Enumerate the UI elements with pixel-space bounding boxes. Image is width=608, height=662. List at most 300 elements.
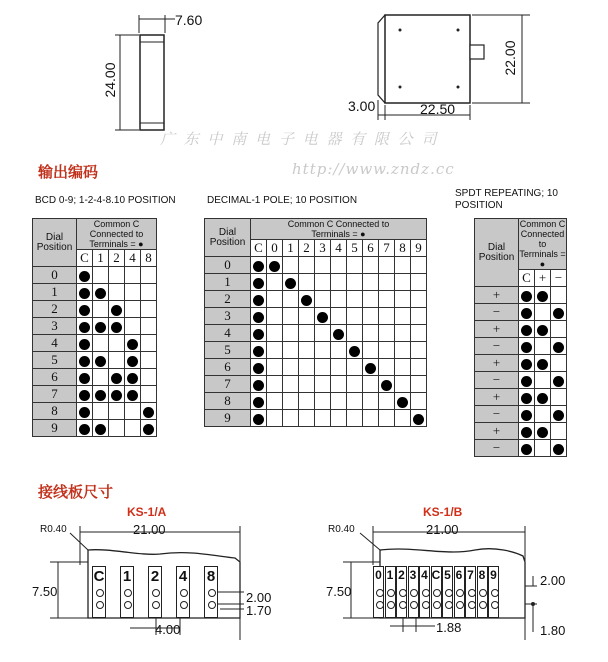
connection-cell xyxy=(141,335,157,352)
spdt-caption: SPDT REPEATING; 10 POSITION xyxy=(455,188,558,211)
terminal-pad xyxy=(148,566,162,618)
connection-cell xyxy=(109,420,125,437)
dial-position-label: 8 xyxy=(205,393,251,410)
column-label: 7 xyxy=(379,240,395,257)
dial-position-header: Dial Position xyxy=(33,219,77,267)
connection-cell xyxy=(93,369,109,386)
table-row xyxy=(33,420,157,437)
connection-cell xyxy=(347,274,363,291)
column-label: 8 xyxy=(141,250,157,267)
connection-dot-icon xyxy=(79,424,90,435)
connection-dot-icon xyxy=(521,359,532,370)
connection-cell xyxy=(347,291,363,308)
dial-position-header: Dial Position xyxy=(205,219,251,257)
terminal-label: 6 xyxy=(455,568,463,582)
connection-cell xyxy=(551,423,567,440)
connection-cell xyxy=(519,304,535,321)
connection-dot-icon xyxy=(111,373,122,384)
connection-dot-icon xyxy=(95,424,106,435)
connection-cell xyxy=(125,403,141,420)
connection-dot-icon xyxy=(111,305,122,316)
connection-cell xyxy=(411,393,427,410)
terminal-label: 2 xyxy=(150,568,160,585)
connection-cell xyxy=(267,342,283,359)
connection-cell xyxy=(299,257,315,274)
connection-cell xyxy=(109,369,125,386)
connection-cell xyxy=(267,257,283,274)
connection-dot-icon xyxy=(365,363,376,374)
table-row xyxy=(475,372,567,389)
terminal-pad xyxy=(204,566,218,618)
connection-cell xyxy=(347,342,363,359)
connection-cell xyxy=(411,325,427,342)
terminal-hole-icon xyxy=(208,589,216,597)
connection-cell xyxy=(379,410,395,427)
ks1a-dim-b: 1.70 xyxy=(246,603,272,618)
common-c-header: Common C Connected to Terminals = ● xyxy=(251,219,427,240)
ks1a-radius: R0.40 xyxy=(40,524,67,535)
connection-cell xyxy=(141,386,157,403)
connection-cell xyxy=(395,257,411,274)
decimal-grid xyxy=(204,218,427,427)
connection-dot-icon xyxy=(333,329,344,340)
column-label: 3 xyxy=(315,240,331,257)
connection-cell xyxy=(315,308,331,325)
connection-cell xyxy=(411,359,427,376)
connection-cell xyxy=(395,308,411,325)
dial-position-label: 6 xyxy=(205,359,251,376)
connection-dot-icon xyxy=(253,295,264,306)
terminal-hole-icon xyxy=(399,601,407,609)
terminal-pad xyxy=(373,566,384,618)
table-row xyxy=(205,376,427,393)
dial-position-label: 6 xyxy=(33,369,77,386)
connection-dot-icon xyxy=(253,346,264,357)
terminal-label: C xyxy=(93,568,105,585)
connection-cell xyxy=(363,274,379,291)
connection-cell xyxy=(283,308,299,325)
connection-cell xyxy=(535,321,551,338)
terminal-pad xyxy=(465,566,476,618)
column-label: 2 xyxy=(299,240,315,257)
table-row xyxy=(475,423,567,440)
table-row xyxy=(33,352,157,369)
connection-cell xyxy=(93,318,109,335)
connection-cell xyxy=(519,321,535,338)
terminal-hole-icon xyxy=(387,589,395,597)
connection-cell xyxy=(251,274,267,291)
column-label: 2 xyxy=(109,250,125,267)
connection-cell xyxy=(267,325,283,342)
ks1b-dim-b: 1.80 xyxy=(540,623,566,638)
connection-cell xyxy=(551,355,567,372)
connection-dot-icon xyxy=(553,444,564,455)
connection-cell xyxy=(251,291,267,308)
bcd-caption: BCD 0-9; 1-2-4-8.10 POSITION xyxy=(35,195,176,206)
ks1b-pitch: 1.88 xyxy=(436,620,462,635)
connection-cell xyxy=(331,359,347,376)
connection-dot-icon xyxy=(253,414,264,425)
connection-dot-icon xyxy=(521,376,532,387)
terminal-label: 9 xyxy=(490,568,497,582)
connection-cell xyxy=(77,284,93,301)
decimal-table xyxy=(204,218,427,427)
connection-cell xyxy=(347,325,363,342)
connection-cell xyxy=(551,389,567,406)
connection-cell xyxy=(411,291,427,308)
decimal-caption: DECIMAL-1 POLE; 10 POSITION xyxy=(207,195,358,206)
connection-cell xyxy=(283,376,299,393)
connection-cell xyxy=(267,359,283,376)
connection-dot-icon xyxy=(397,397,408,408)
column-label: 4 xyxy=(125,250,141,267)
dial-position-label: + xyxy=(475,355,519,372)
table-row xyxy=(205,308,427,325)
connection-cell xyxy=(363,342,379,359)
connection-cell xyxy=(315,359,331,376)
connection-cell xyxy=(109,335,125,352)
connection-cell xyxy=(347,410,363,427)
connection-cell xyxy=(363,325,379,342)
terminal-label: 5 xyxy=(444,568,451,582)
column-label: 9 xyxy=(411,240,427,257)
connection-cell xyxy=(315,325,331,342)
connection-cell xyxy=(331,308,347,325)
terminal-hole-icon xyxy=(422,601,430,609)
connection-dot-icon xyxy=(537,359,548,370)
encoding-section-title: 输出编码 xyxy=(38,163,99,181)
dial-position-label: 3 xyxy=(205,308,251,325)
connection-dot-icon xyxy=(95,288,106,299)
connection-dot-icon xyxy=(537,393,548,404)
connection-cell xyxy=(77,403,93,420)
table-row xyxy=(475,355,567,372)
connection-cell xyxy=(251,359,267,376)
connection-cell xyxy=(125,267,141,284)
dial-position-label: 5 xyxy=(33,352,77,369)
connection-cell xyxy=(299,393,315,410)
terminal-hole-icon xyxy=(456,589,464,597)
table-row xyxy=(33,369,157,386)
connection-dot-icon xyxy=(79,339,90,350)
pcb-section-title: 接线板尺寸 xyxy=(38,483,114,501)
dial-position-label: 8 xyxy=(33,403,77,420)
column-label: 6 xyxy=(363,240,379,257)
terminal-label: 8 xyxy=(478,568,486,582)
dial-position-label: 7 xyxy=(205,376,251,393)
table-row xyxy=(475,389,567,406)
terminal-hole-icon xyxy=(479,589,487,597)
table-row xyxy=(475,338,567,355)
watermark-company: 广 东 中 南 电 子 电 器 有 限 公 司 xyxy=(160,130,439,148)
connection-cell xyxy=(141,318,157,335)
table-row xyxy=(205,359,427,376)
terminal-pad xyxy=(454,566,465,618)
connection-dot-icon xyxy=(553,410,564,421)
connection-dot-icon xyxy=(79,373,90,384)
table-row xyxy=(205,393,427,410)
connection-cell xyxy=(535,423,551,440)
connection-cell xyxy=(395,376,411,393)
connection-cell xyxy=(299,376,315,393)
dial-position-label: 3 xyxy=(33,318,77,335)
table-row xyxy=(205,342,427,359)
dial-position-header: Dial Position xyxy=(475,219,519,287)
terminal-pad xyxy=(385,566,396,618)
connection-cell xyxy=(551,287,567,304)
connection-cell xyxy=(77,386,93,403)
terminal-hole-icon xyxy=(376,601,384,609)
connection-cell xyxy=(283,291,299,308)
connection-cell xyxy=(379,308,395,325)
spdt-table xyxy=(474,218,567,457)
connection-cell xyxy=(363,376,379,393)
terminal-hole-icon xyxy=(422,589,430,597)
connection-cell xyxy=(411,376,427,393)
connection-cell xyxy=(77,369,93,386)
connection-cell xyxy=(395,291,411,308)
connection-cell xyxy=(251,257,267,274)
connection-dot-icon xyxy=(317,312,328,323)
connection-cell xyxy=(125,369,141,386)
dial-position-label: 1 xyxy=(33,284,77,301)
terminal-label: 4 xyxy=(421,568,428,582)
connection-dot-icon xyxy=(537,427,548,438)
connection-cell xyxy=(363,359,379,376)
dial-position-label: − xyxy=(475,406,519,423)
column-label: C xyxy=(77,250,93,267)
table-row xyxy=(475,321,567,338)
connection-cell xyxy=(283,359,299,376)
connection-cell xyxy=(379,325,395,342)
ks1a-title: KS-1/A xyxy=(127,505,167,519)
connection-cell xyxy=(141,420,157,437)
connection-dot-icon xyxy=(79,407,90,418)
connection-cell xyxy=(535,406,551,423)
connection-cell xyxy=(267,393,283,410)
connection-cell xyxy=(535,304,551,321)
connection-cell xyxy=(379,376,395,393)
connection-cell xyxy=(267,376,283,393)
connection-cell xyxy=(331,393,347,410)
table-row xyxy=(205,291,427,308)
connection-cell xyxy=(251,308,267,325)
connection-dot-icon xyxy=(253,261,264,272)
connection-cell xyxy=(93,301,109,318)
connection-cell xyxy=(331,274,347,291)
connection-cell xyxy=(519,372,535,389)
connection-dot-icon xyxy=(127,356,138,367)
connection-cell xyxy=(519,423,535,440)
connection-cell xyxy=(331,342,347,359)
dial-position-label: − xyxy=(475,338,519,355)
connection-cell xyxy=(283,257,299,274)
terminal-hole-icon xyxy=(410,601,418,609)
connection-dot-icon xyxy=(95,390,106,401)
terminal-hole-icon xyxy=(387,601,395,609)
terminal-pad xyxy=(120,566,134,618)
table-row xyxy=(205,274,427,291)
terminal-hole-icon xyxy=(399,589,407,597)
connection-cell xyxy=(251,325,267,342)
connection-dot-icon xyxy=(553,342,564,353)
connection-cell xyxy=(299,410,315,427)
connection-cell xyxy=(125,284,141,301)
ks1a-dim-a: 2.00 xyxy=(246,590,272,605)
terminal-hole-icon xyxy=(180,589,188,597)
connection-cell xyxy=(535,287,551,304)
connection-cell xyxy=(411,308,427,325)
connection-cell xyxy=(395,410,411,427)
connection-dot-icon xyxy=(381,380,392,391)
connection-cell xyxy=(519,389,535,406)
connection-dot-icon xyxy=(521,291,532,302)
connection-cell xyxy=(141,267,157,284)
connection-cell xyxy=(535,389,551,406)
connection-dot-icon xyxy=(285,278,296,289)
terminal-pad xyxy=(396,566,407,618)
connection-cell xyxy=(519,287,535,304)
connection-cell xyxy=(299,274,315,291)
terminal-label: 7 xyxy=(467,568,474,582)
connection-cell xyxy=(379,359,395,376)
connection-cell xyxy=(315,410,331,427)
terminal-hole-icon xyxy=(376,589,384,597)
connection-cell xyxy=(551,406,567,423)
table-row xyxy=(33,318,157,335)
connection-cell xyxy=(395,274,411,291)
connection-cell xyxy=(93,335,109,352)
column-label: 0 xyxy=(267,240,283,257)
terminal-hole-icon xyxy=(479,601,487,609)
terminal-pad xyxy=(176,566,190,618)
connection-cell xyxy=(551,338,567,355)
terminal-label: 0 xyxy=(375,568,382,582)
terminal-label: 4 xyxy=(178,568,188,585)
connection-cell xyxy=(109,267,125,284)
connection-cell xyxy=(109,301,125,318)
column-label: C xyxy=(519,270,535,287)
connection-cell xyxy=(125,420,141,437)
side-offset-dimension: 3.00 xyxy=(348,98,376,114)
connection-cell xyxy=(141,301,157,318)
connection-cell xyxy=(363,257,379,274)
table-row xyxy=(475,287,567,304)
terminal-label: 2 xyxy=(398,568,405,582)
connection-cell xyxy=(109,352,125,369)
terminal-label: 8 xyxy=(206,568,216,585)
connection-cell xyxy=(519,355,535,372)
bcd-table xyxy=(32,218,157,437)
connection-dot-icon xyxy=(127,390,138,401)
table-row xyxy=(33,301,157,318)
column-label: C xyxy=(251,240,267,257)
connection-cell xyxy=(299,308,315,325)
side-height-dimension: 22.00 xyxy=(502,40,518,76)
terminal-pad xyxy=(92,566,106,618)
terminal-hole-icon xyxy=(180,601,188,609)
connection-dot-icon xyxy=(95,322,106,333)
connection-cell xyxy=(379,257,395,274)
connection-cell xyxy=(411,342,427,359)
connection-cell xyxy=(411,257,427,274)
connection-cell xyxy=(395,359,411,376)
table-row xyxy=(33,267,157,284)
dial-position-label: 0 xyxy=(33,267,77,284)
connection-cell xyxy=(379,291,395,308)
column-label: 5 xyxy=(347,240,363,257)
dial-position-label: − xyxy=(475,304,519,321)
terminal-hole-icon xyxy=(96,601,104,609)
connection-cell xyxy=(535,355,551,372)
dial-position-label: 9 xyxy=(205,410,251,427)
connection-cell xyxy=(77,335,93,352)
connection-cell xyxy=(77,352,93,369)
dial-position-label: 2 xyxy=(205,291,251,308)
connection-cell xyxy=(125,318,141,335)
connection-cell xyxy=(315,393,331,410)
connection-cell xyxy=(109,318,125,335)
column-label: 1 xyxy=(93,250,109,267)
terminal-hole-icon xyxy=(433,589,441,597)
dial-position-label: + xyxy=(475,423,519,440)
connection-cell xyxy=(251,410,267,427)
table-row xyxy=(205,257,427,274)
terminal-hole-icon xyxy=(208,601,216,609)
connection-cell xyxy=(331,291,347,308)
connection-cell xyxy=(93,284,109,301)
connection-cell xyxy=(141,352,157,369)
connection-cell xyxy=(109,284,125,301)
connection-cell xyxy=(251,393,267,410)
ks1a-height: 7.50 xyxy=(32,584,58,599)
connection-cell xyxy=(141,369,157,386)
connection-dot-icon xyxy=(79,288,90,299)
table-row xyxy=(475,440,567,457)
ks1b-width: 21.00 xyxy=(426,522,459,537)
table-row xyxy=(205,325,427,342)
connection-dot-icon xyxy=(111,322,122,333)
width-dimension: 7.60 xyxy=(175,12,203,28)
connection-cell xyxy=(93,386,109,403)
terminal-hole-icon xyxy=(456,601,464,609)
connection-dot-icon xyxy=(253,397,264,408)
connection-cell xyxy=(347,376,363,393)
column-label: 8 xyxy=(395,240,411,257)
side-width-dimension: 22.50 xyxy=(420,101,456,117)
connection-cell xyxy=(551,440,567,457)
connection-cell xyxy=(347,359,363,376)
connection-dot-icon xyxy=(521,325,532,336)
connection-dot-icon xyxy=(253,380,264,391)
connection-cell xyxy=(299,291,315,308)
connection-cell xyxy=(535,440,551,457)
connection-cell xyxy=(267,308,283,325)
connection-cell xyxy=(363,410,379,427)
connection-cell xyxy=(141,284,157,301)
connection-cell xyxy=(299,325,315,342)
terminal-hole-icon xyxy=(468,601,476,609)
connection-cell xyxy=(379,393,395,410)
table-row xyxy=(33,403,157,420)
dial-position-label: + xyxy=(475,389,519,406)
terminal-hole-icon xyxy=(445,601,453,609)
connection-dot-icon xyxy=(553,308,564,319)
connection-dot-icon xyxy=(521,308,532,319)
terminal-pad xyxy=(408,566,419,618)
connection-cell xyxy=(93,420,109,437)
connection-cell xyxy=(379,342,395,359)
